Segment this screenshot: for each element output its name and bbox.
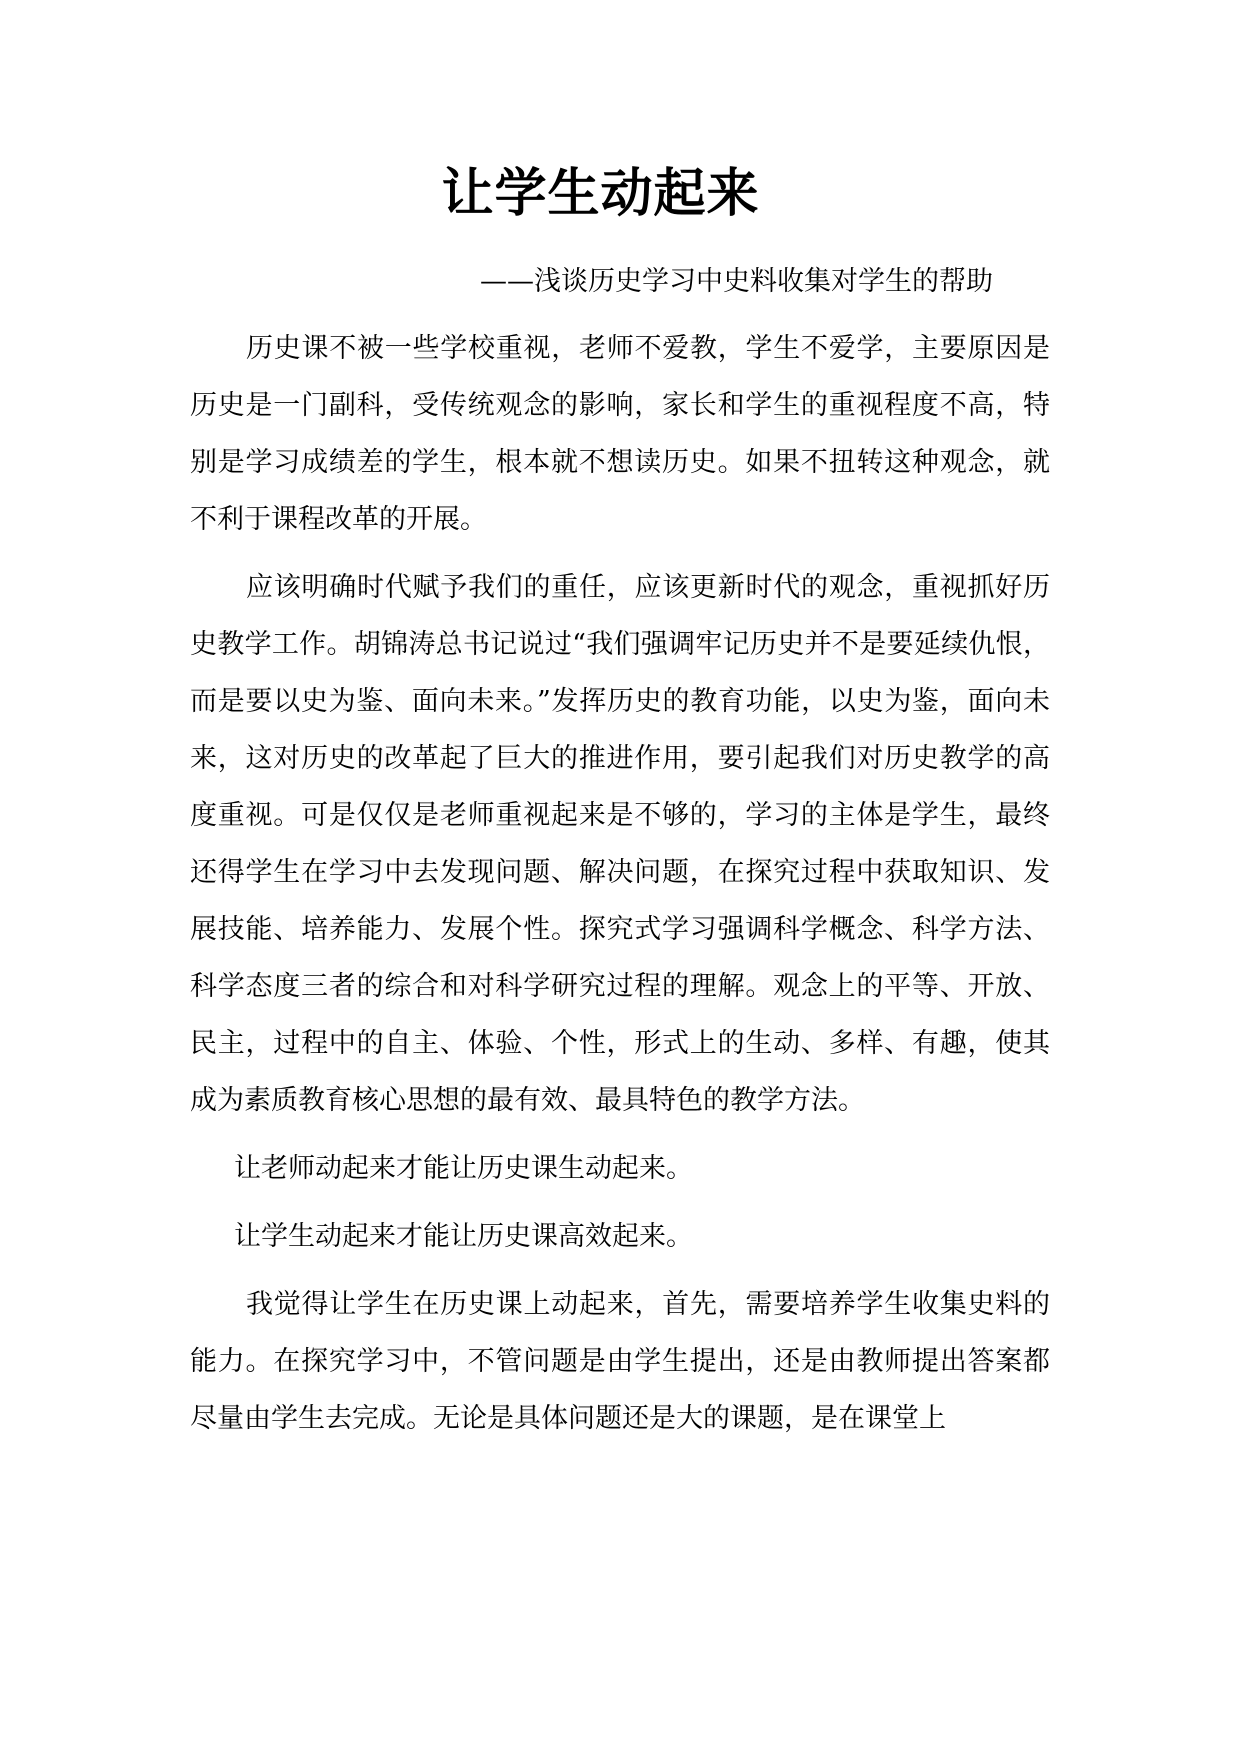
paragraph-5: 我觉得让学生在历史课上动起来，首先，需要培养学生收集史料的能力。在探究学习中，不管问题是由学生提出，还是由教师提出答案都尽量由学生去完成。无论是具体问题还是大的课题，是在课堂上 (190, 1289, 1050, 1434)
paragraph-3: 让老师动起来才能让历史课生动起来。 (234, 1153, 693, 1184)
paragraph-1: 历史课不被一些学校重视，老师不爱教，学生不爱学，主要原因是历史是一门副科，受传统观念的影响，家长和学生的重视程度不高，特别是学习成绩差的学生，根本就不想读历史。如果不扭转这种观念，就不利于课程改革的开展。 (190, 333, 1050, 535)
document-subtitle: ——浅谈历史学习中史料收集对学生的帮助 (480, 266, 993, 297)
paragraph-2: 应该明确时代赋予我们的重任，应该更新时代的观念，重视抓好历史教学工作。胡锦涛总书记说过“我们强调牢记历史并不是要延续仇恨，而是要以史为鉴、面向未来。”发挥历史的教育功能，以史为鉴，面向未来，这对历史的改革起了巨大的推进作用，要引起我们对历史教学的高度重视。可是仅仅是老师重视起来是不够的，学习的主体是学生，最终还得学生在学习中去发现问题、解决问题，在探究过程中获取知识、发展技能、培养能力、发展个性。探究式学习强调科学概念、科学方法、科学态度三者的综合和对科学研究过程的理解。观念上的平等、开放、民主，过程中的自主、体验、个性，形式上的生动、多样、有趣，使其成为素质教育核心思想的最有效、最具特色的教学方法。 (190, 572, 1050, 1116)
document-body (190, 320, 1050, 1458)
document-title: 让学生动起来 (441, 164, 760, 224)
paragraph-4: 让学生动起来才能让历史课高效起来。 (234, 1221, 693, 1252)
